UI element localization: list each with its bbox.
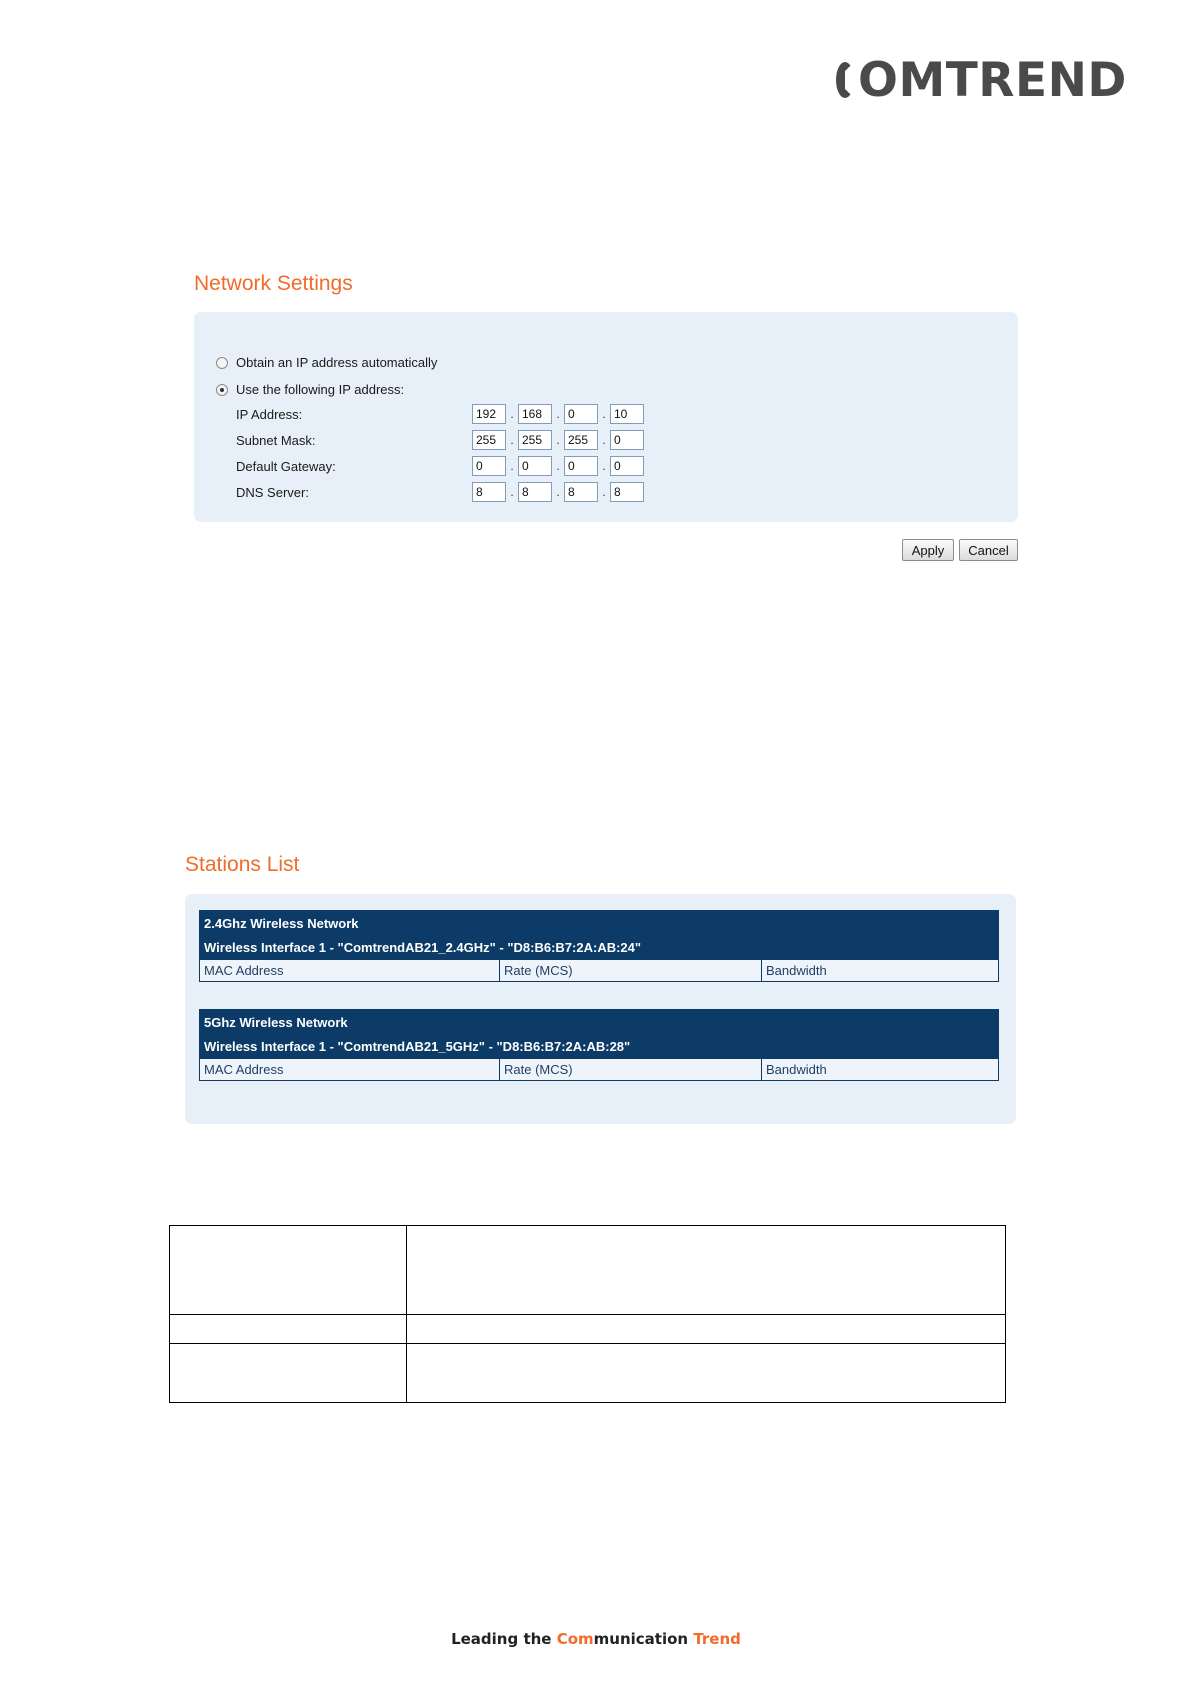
network-name-24ghz: 2.4Ghz Wireless Network	[200, 911, 998, 936]
table-row	[170, 1226, 1006, 1315]
subnet-octet-4[interactable]	[610, 430, 644, 450]
use-following-option[interactable]	[216, 382, 404, 397]
obtain-auto-option[interactable]	[216, 355, 437, 370]
dns-octet-3[interactable]	[564, 482, 598, 502]
use-following-radio[interactable]	[216, 384, 228, 396]
dns-server-row: DNS Server: 8 . 8 . 8 . 8	[236, 481, 696, 503]
obtain-auto-label: Obtain an IP address automatically	[236, 355, 438, 370]
table-row	[170, 1315, 1006, 1344]
interface-info-5ghz: Wireless Interface 1 - "ComtrendAB21_5GHz" - "D8:B6:B7:2A:AB:28"	[200, 1035, 998, 1059]
subnet-octet-3[interactable]	[564, 430, 598, 450]
ip-octet-1[interactable]	[472, 404, 506, 424]
interface-info-24ghz: Wireless Interface 1 - "ComtrendAB21_2.4GHz" - "D8:B6:B7:2A:AB:24"	[200, 936, 998, 960]
column-mac-address: MAC Address	[200, 960, 500, 981]
footer-part-4: Trend	[693, 1630, 741, 1648]
subnet-mask-label: Subnet Mask:	[236, 432, 316, 448]
default-gateway-label: Default Gateway:	[236, 458, 336, 474]
subnet-octet-1[interactable]	[472, 430, 506, 450]
stations-list-panel	[185, 894, 1016, 1124]
description-table	[169, 1225, 1006, 1403]
apply-button[interactable]: Apply	[902, 539, 954, 561]
column-bandwidth: Bandwidth	[766, 1062, 827, 1077]
use-following-label: Use the following IP address:	[236, 382, 405, 397]
gateway-octet-4[interactable]	[610, 456, 644, 476]
table-cell	[170, 1226, 407, 1315]
dns-octet-1[interactable]	[472, 482, 506, 502]
network-settings-title: Network Settings	[194, 272, 353, 295]
ip-octet-2[interactable]	[518, 404, 552, 424]
gateway-octet-1[interactable]	[472, 456, 506, 476]
subnet-mask-row: Subnet Mask: 255 . 255 . 255 . 0	[236, 429, 696, 451]
obtain-auto-radio[interactable]	[216, 357, 228, 369]
footer-part-2: Com	[556, 1630, 594, 1648]
network-settings-panel	[194, 312, 1018, 522]
column-rate-mcs: Rate (MCS)	[500, 1059, 762, 1080]
logo-c-shape	[836, 62, 854, 98]
column-rate-mcs: Rate (MCS)	[500, 960, 762, 981]
comtrend-logo	[836, 52, 1127, 108]
gateway-octet-2[interactable]	[518, 456, 552, 476]
station-table-24ghz	[199, 910, 999, 982]
dns-octet-4[interactable]	[610, 482, 644, 502]
table-cell	[170, 1315, 407, 1344]
gateway-octet-3[interactable]	[564, 456, 598, 476]
footer-part-3: munication	[593, 1630, 694, 1648]
column-bandwidth: Bandwidth	[766, 963, 827, 978]
table-cell	[170, 1344, 407, 1403]
table-row	[170, 1344, 1006, 1403]
cancel-button[interactable]: Cancel	[959, 539, 1018, 561]
stations-list-title: Stations List	[185, 853, 300, 876]
subnet-octet-2[interactable]	[518, 430, 552, 450]
table-cell	[407, 1344, 1006, 1403]
ip-octet-3[interactable]	[564, 404, 598, 424]
footer-part-1: Leading the	[451, 1630, 557, 1648]
footer-tagline	[0, 1630, 1192, 1648]
network-name-5ghz: 5Ghz Wireless Network	[200, 1010, 998, 1035]
station-table-5ghz	[199, 1009, 999, 1081]
ip-address-label: IP Address:	[236, 406, 303, 422]
dns-octet-2[interactable]	[518, 482, 552, 502]
table-cell	[407, 1315, 1006, 1344]
default-gateway-row: Default Gateway: 0 . 0 . 0 . 0	[236, 455, 696, 477]
table-cell	[407, 1226, 1006, 1315]
ip-octet-4[interactable]	[610, 404, 644, 424]
ip-address-row: IP Address: 192 . 168 . 0 . 10	[236, 403, 696, 425]
column-mac-address: MAC Address	[200, 1059, 500, 1080]
column-headers-24ghz	[200, 960, 998, 981]
logo-text: OMTREND	[858, 52, 1127, 108]
column-headers-5ghz	[200, 1059, 998, 1080]
dns-server-label: DNS Server:	[236, 484, 309, 500]
